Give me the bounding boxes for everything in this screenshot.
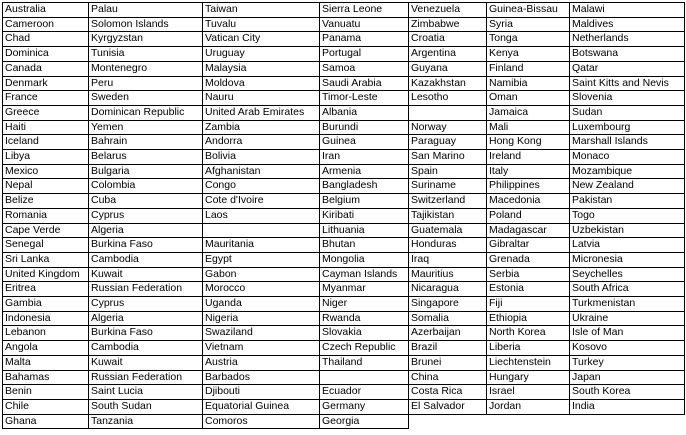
table-row (3, 208, 685, 223)
table-cell: Guyana (409, 61, 487, 76)
table-cell: Malawi (570, 3, 685, 18)
table-cell (320, 370, 409, 385)
table-row (3, 3, 685, 18)
table-cell: Bhutan (320, 238, 409, 253)
table-cell (203, 223, 320, 238)
table-cell: Hungary (487, 370, 570, 385)
table-cell: Algeria (89, 311, 203, 326)
table-cell: Vatican City (203, 32, 320, 47)
table-cell: Albania (320, 105, 409, 120)
table-cell: Myanmar (320, 282, 409, 297)
table-cell: India (570, 399, 685, 414)
table-row (3, 61, 685, 76)
table-cell: Kyrgyzstan (89, 32, 203, 47)
table-cell (409, 414, 487, 429)
table-cell: Philippines (487, 179, 570, 194)
table-row (3, 341, 685, 356)
country-table-container (2, 2, 685, 429)
table-cell: Sierra Leone (320, 3, 409, 18)
table-cell: Lithuania (320, 223, 409, 238)
table-cell: Mozambique (570, 164, 685, 179)
table-cell: Micronesia (570, 252, 685, 267)
table-cell: Georgia (320, 414, 409, 429)
table-cell: Spain (409, 164, 487, 179)
table-cell: Angola (3, 341, 89, 356)
table-cell: Jamaica (487, 105, 570, 120)
table-cell: Gibraltar (487, 238, 570, 253)
table-cell: Guatemala (409, 223, 487, 238)
table-cell: Moldova (203, 76, 320, 91)
table-row (3, 223, 685, 238)
table-cell: Grenada (487, 252, 570, 267)
table-cell: Iraq (409, 252, 487, 267)
table-cell: Gabon (203, 267, 320, 282)
table-cell: Ethiopia (487, 311, 570, 326)
table-cell: Saint Kitts and Nevis (570, 76, 685, 91)
table-cell: Lesotho (409, 91, 487, 106)
table-cell: Mauritania (203, 238, 320, 253)
table-cell: Belize (3, 194, 89, 209)
table-cell: Panama (320, 32, 409, 47)
table-cell: Morocco (203, 282, 320, 297)
table-cell: Tunisia (89, 47, 203, 62)
table-cell: Azerbaijan (409, 326, 487, 341)
table-cell: Indonesia (3, 311, 89, 326)
table-cell: Estonia (487, 282, 570, 297)
table-cell: Rwanda (320, 311, 409, 326)
table-cell: Seychelles (570, 267, 685, 282)
table-cell: Uganda (203, 297, 320, 312)
table-cell: Dominica (3, 47, 89, 62)
table-cell: Portugal (320, 47, 409, 62)
table-cell: Russian Federation (89, 370, 203, 385)
table-cell: Netherlands (570, 32, 685, 47)
table-cell: Syria (487, 17, 570, 32)
table-cell: Vanuatu (320, 17, 409, 32)
table-cell: Ghana (3, 414, 89, 429)
table-cell: Tuvalu (203, 17, 320, 32)
table-cell: Cote d'Ivoire (203, 194, 320, 209)
table-cell: Madagascar (487, 223, 570, 238)
table-cell: Congo (203, 179, 320, 194)
table-cell: Libya (3, 150, 89, 165)
table-cell: Australia (3, 3, 89, 18)
table-cell: Bolivia (203, 150, 320, 165)
table-cell: Djibouti (203, 385, 320, 400)
table-cell: Saudi Arabia (320, 76, 409, 91)
table-cell: Monaco (570, 150, 685, 165)
table-cell: Botswana (570, 47, 685, 62)
table-cell: Switzerland (409, 194, 487, 209)
table-cell: Romania (3, 208, 89, 223)
table-cell: El Salvador (409, 399, 487, 414)
table-cell: Honduras (409, 238, 487, 253)
table-cell: Suriname (409, 179, 487, 194)
table-cell: Zimbabwe (409, 17, 487, 32)
table-cell: Mexico (3, 164, 89, 179)
table-cell: Bahamas (3, 370, 89, 385)
table-cell: Egypt (203, 252, 320, 267)
table-cell: Peru (89, 76, 203, 91)
table-cell: Costa Rica (409, 385, 487, 400)
table-row (3, 120, 685, 135)
table-cell: Benin (3, 385, 89, 400)
table-cell: Cape Verde (3, 223, 89, 238)
table-cell: Bulgaria (89, 164, 203, 179)
table-cell: Bahrain (89, 135, 203, 150)
table-cell: Saint Lucia (89, 385, 203, 400)
table-cell: South Korea (570, 385, 685, 400)
table-cell: Dominican Republic (89, 105, 203, 120)
table-cell: Belarus (89, 150, 203, 165)
table-cell: Italy (487, 164, 570, 179)
table-cell: Slovakia (320, 326, 409, 341)
table-cell: Singapore (409, 297, 487, 312)
table-row (3, 76, 685, 91)
table-cell: Isle of Man (570, 326, 685, 341)
table-cell: Cyprus (89, 297, 203, 312)
table-cell: Mauritius (409, 267, 487, 282)
table-cell: Yemen (89, 120, 203, 135)
table-cell: Lebanon (3, 326, 89, 341)
table-cell (487, 414, 570, 429)
table-cell: Kazakhstan (409, 76, 487, 91)
table-cell: Pakistan (570, 194, 685, 209)
table-row (3, 91, 685, 106)
table-cell: Sri Lanka (3, 252, 89, 267)
table-cell: Maldives (570, 17, 685, 32)
table-cell: Qatar (570, 61, 685, 76)
table-cell: United Kingdom (3, 267, 89, 282)
table-cell: Germany (320, 399, 409, 414)
table-cell: Poland (487, 208, 570, 223)
table-cell: Canada (3, 61, 89, 76)
table-cell: Senegal (3, 238, 89, 253)
table-cell: France (3, 91, 89, 106)
table-cell (570, 414, 685, 429)
table-cell: Cayman Islands (320, 267, 409, 282)
table-cell: Tajikistan (409, 208, 487, 223)
table-cell: Cambodia (89, 341, 203, 356)
table-cell: Colombia (89, 179, 203, 194)
table-cell: Kosovo (570, 341, 685, 356)
table-row (3, 252, 685, 267)
table-cell: Nauru (203, 91, 320, 106)
table-cell: Guinea (320, 135, 409, 150)
table-cell: Swaziland (203, 326, 320, 341)
table-cell (409, 105, 487, 120)
table-cell: Belgium (320, 194, 409, 209)
table-row (3, 194, 685, 209)
table-cell: Uzbekistan (570, 223, 685, 238)
table-cell: Montenegro (89, 61, 203, 76)
table-cell: Kiribati (320, 208, 409, 223)
table-cell: Cameroon (3, 17, 89, 32)
table-cell: Thailand (320, 355, 409, 370)
table-cell: Marshall Islands (570, 135, 685, 150)
table-cell: Nepal (3, 179, 89, 194)
table-cell: Vietnam (203, 341, 320, 356)
table-cell: Brunei (409, 355, 487, 370)
table-cell: Ireland (487, 150, 570, 165)
table-cell: Burkina Faso (89, 238, 203, 253)
table-cell: Mongolia (320, 252, 409, 267)
table-row (3, 297, 685, 312)
table-cell: Brazil (409, 341, 487, 356)
table-cell: Macedonia (487, 194, 570, 209)
table-cell: North Korea (487, 326, 570, 341)
table-row (3, 179, 685, 194)
table-cell: Turkey (570, 355, 685, 370)
table-row (3, 150, 685, 165)
table-cell: Slovenia (570, 91, 685, 106)
table-cell: Ecuador (320, 385, 409, 400)
table-row (3, 47, 685, 62)
table-cell: Finland (487, 61, 570, 76)
table-cell: Oman (487, 91, 570, 106)
table-cell: Luxembourg (570, 120, 685, 135)
table-cell: Hong Kong (487, 135, 570, 150)
table-cell: Haiti (3, 120, 89, 135)
table-cell: Fiji (487, 297, 570, 312)
table-row (3, 32, 685, 47)
table-row (3, 238, 685, 253)
table-row (3, 282, 685, 297)
table-cell: Cambodia (89, 252, 203, 267)
table-row (3, 17, 685, 32)
table-cell: Austria (203, 355, 320, 370)
table-cell: Liechtenstein (487, 355, 570, 370)
table-cell: New Zealand (570, 179, 685, 194)
table-cell: Kenya (487, 47, 570, 62)
table-cell: Cyprus (89, 208, 203, 223)
table-cell: San Marino (409, 150, 487, 165)
table-cell: Norway (409, 120, 487, 135)
table-cell: Chile (3, 399, 89, 414)
table-cell: Croatia (409, 32, 487, 47)
country-table (2, 2, 685, 429)
table-cell: Taiwan (203, 3, 320, 18)
table-cell: Palau (89, 3, 203, 18)
table-cell: Afghanistan (203, 164, 320, 179)
table-row (3, 267, 685, 282)
table-cell: Samoa (320, 61, 409, 76)
table-cell: China (409, 370, 487, 385)
table-cell: Guinea-Bissau (487, 3, 570, 18)
table-cell: Solomon Islands (89, 17, 203, 32)
table-cell: Iceland (3, 135, 89, 150)
table-row (3, 311, 685, 326)
table-cell: Mali (487, 120, 570, 135)
table-cell: Barbados (203, 370, 320, 385)
table-cell: Equatorial Guinea (203, 399, 320, 414)
table-cell: Denmark (3, 76, 89, 91)
table-cell: Somalia (409, 311, 487, 326)
table-cell: Ukraine (570, 311, 685, 326)
table-cell: Malaysia (203, 61, 320, 76)
table-row (3, 355, 685, 370)
table-row (3, 164, 685, 179)
table-cell: Algeria (89, 223, 203, 238)
table-cell: Greece (3, 105, 89, 120)
table-cell: Tonga (487, 32, 570, 47)
table-cell: South Sudan (89, 399, 203, 414)
table-cell: Namibia (487, 76, 570, 91)
table-cell: Kuwait (89, 267, 203, 282)
table-cell: Liberia (487, 341, 570, 356)
table-cell: Burundi (320, 120, 409, 135)
table-cell: Armenia (320, 164, 409, 179)
table-cell: Jordan (487, 399, 570, 414)
table-cell: Kuwait (89, 355, 203, 370)
table-cell: Nicaragua (409, 282, 487, 297)
table-cell: Cuba (89, 194, 203, 209)
table-cell: Togo (570, 208, 685, 223)
table-row (3, 326, 685, 341)
table-cell: Burkina Faso (89, 326, 203, 341)
table-cell: Nigeria (203, 311, 320, 326)
table-row (3, 370, 685, 385)
table-row (3, 414, 685, 429)
table-cell: Latvia (570, 238, 685, 253)
table-row (3, 135, 685, 150)
table-cell: Turkmenistan (570, 297, 685, 312)
table-cell: Russian Federation (89, 282, 203, 297)
table-cell: Timor-Leste (320, 91, 409, 106)
table-cell: Comoros (203, 414, 320, 429)
table-cell: Chad (3, 32, 89, 47)
table-cell: Bangladesh (320, 179, 409, 194)
table-cell: Serbia (487, 267, 570, 282)
table-cell: Zambia (203, 120, 320, 135)
table-cell: Uruguay (203, 47, 320, 62)
table-cell: Malta (3, 355, 89, 370)
table-cell: Sweden (89, 91, 203, 106)
table-cell: Sudan (570, 105, 685, 120)
table-cell: Paraguay (409, 135, 487, 150)
table-cell: Israel (487, 385, 570, 400)
table-cell: Argentina (409, 47, 487, 62)
table-cell: Japan (570, 370, 685, 385)
table-cell: Gambia (3, 297, 89, 312)
table-cell: Laos (203, 208, 320, 223)
table-cell: Venezuela (409, 3, 487, 18)
table-cell: Iran (320, 150, 409, 165)
table-cell: Andorra (203, 135, 320, 150)
table-cell: Czech Republic (320, 341, 409, 356)
table-cell: Niger (320, 297, 409, 312)
table-cell: South Africa (570, 282, 685, 297)
table-cell: United Arab Emirates (203, 105, 320, 120)
table-cell: Eritrea (3, 282, 89, 297)
table-cell: Tanzania (89, 414, 203, 429)
table-row (3, 105, 685, 120)
table-row (3, 385, 685, 400)
table-row (3, 399, 685, 414)
